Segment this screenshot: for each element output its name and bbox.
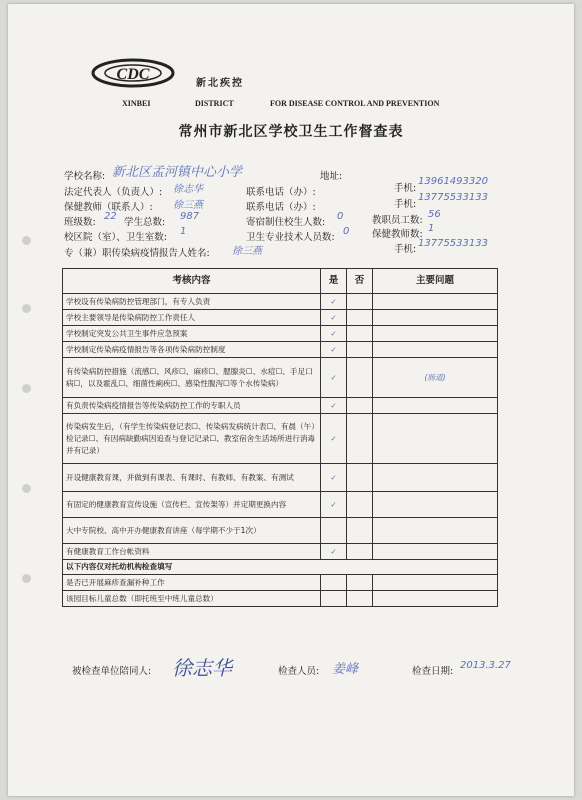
header-content: 考核内容 [63, 269, 321, 294]
row-content: 有负责传染病疫情报告等传染病防控工作的专职人员 [63, 398, 321, 414]
phone-label-1: 联系电话（办）: [246, 187, 316, 198]
kinder-table-body [63, 575, 498, 607]
header-issue: 主要问题 [373, 269, 498, 294]
kinder-row-issue[interactable] [373, 575, 498, 591]
kinder-row-yes[interactable] [321, 575, 347, 591]
row-issue[interactable] [373, 294, 498, 310]
header-yes: 是 [321, 269, 347, 294]
boarders-value[interactable]: 0 [337, 211, 344, 222]
health-teacher-count-label: 保健教师数: [372, 229, 423, 240]
org-name-en-2: DISTRICT [195, 99, 234, 108]
phone-label-2: 联系电话（办）: [246, 202, 316, 213]
row-issue[interactable] [373, 518, 498, 544]
school-name-label: 学校名称: [64, 171, 106, 182]
kinder-row [63, 591, 498, 607]
table-row [63, 544, 498, 560]
row-yes-mark[interactable]: ✓ [321, 358, 347, 398]
row-no-mark[interactable] [347, 414, 373, 464]
health-teacher-value[interactable]: 徐三燕 [173, 200, 203, 211]
row-no-mark[interactable] [347, 492, 373, 518]
staff-value[interactable]: 56 [428, 209, 441, 220]
classes-value[interactable]: 22 [104, 211, 117, 222]
org-name-cn: 新北疾控 [196, 78, 244, 89]
row-content: 学校设有传染病防控管理部门，有专人负责 [63, 294, 321, 310]
health-tech-value[interactable]: 0 [343, 226, 350, 237]
mobile-value-2[interactable]: 13775533133 [418, 192, 488, 203]
table-row [63, 492, 498, 518]
health-tech-label: 卫生专业技术人员数: [246, 232, 335, 243]
table-row [63, 294, 498, 310]
inspector-label: 检查人员: [278, 666, 320, 677]
row-issue[interactable] [373, 464, 498, 492]
reporter-value[interactable]: 徐三燕 [232, 246, 262, 257]
row-no-mark[interactable] [347, 358, 373, 398]
row-no-mark[interactable] [347, 310, 373, 326]
mobile-label-1: 手机: [394, 183, 417, 194]
date-label: 检查日期: [412, 666, 454, 677]
kinder-row-no[interactable] [347, 591, 373, 607]
row-no-mark[interactable] [347, 544, 373, 560]
row-content: 有健康教育工作台帐资料 [63, 544, 321, 560]
accompany-signature[interactable]: 徐志华 [172, 656, 232, 680]
row-content: 开设健康教育课，并做到有课表、有课时、有教师、有教案、有测试 [63, 464, 321, 492]
row-issue[interactable] [373, 310, 498, 326]
svg-text:CDC: CDC [116, 66, 150, 83]
mobile-value-1[interactable]: 13961493320 [418, 176, 488, 187]
row-no-mark[interactable] [347, 326, 373, 342]
campus-value[interactable]: 1 [180, 226, 187, 237]
table-header-row [63, 269, 498, 294]
inspection-table [62, 268, 498, 607]
row-yes-mark[interactable]: ✓ [321, 492, 347, 518]
health-teacher-count-value[interactable]: 1 [428, 223, 435, 234]
kinder-row-issue[interactable] [373, 591, 498, 607]
table-row [63, 398, 498, 414]
accompany-label: 被检查单位陪同人: [72, 666, 152, 677]
mobile-label-2: 手机: [394, 199, 417, 210]
row-yes-mark[interactable] [321, 518, 347, 544]
table-body [63, 294, 498, 560]
row-issue[interactable] [373, 398, 498, 414]
boarders-label: 寄宿制住校生人数: [246, 217, 326, 228]
campus-label: 校区院（室）、卫生室数: [64, 232, 167, 243]
page-title: 常州市新北区学校卫生工作督查表 [178, 124, 404, 140]
kinder-row [63, 575, 498, 591]
table-row [63, 518, 498, 544]
org-name-en-1: XINBEI [122, 99, 151, 108]
kinder-section-row [63, 560, 498, 575]
kinder-section-label: 以下内容仅对托幼机构检查填写 [63, 560, 498, 575]
row-issue[interactable] [373, 326, 498, 342]
table-row [63, 342, 498, 358]
legal-rep-label: 法定代表人（负责人）: [64, 187, 163, 198]
row-content: 传染病发生后，（有学生传染病登记表☐、传染病发病统计表☐、有晨（午）检记录☐、有因病缺勤病因追查与登记记录☐、教室宿舍生活场所进行消毒并有记录） [63, 414, 321, 464]
row-no-mark[interactable] [347, 398, 373, 414]
row-issue[interactable] [373, 342, 498, 358]
row-content: 有传染病防控措施（流感☐、风疹☐、麻疹☐、腮腺炎☐、水痘☐、手足口病☐，以及霍乱☐、细菌性痢疾☐、感染性腹泻☐等个水传染病） [63, 358, 321, 398]
cdc-logo-icon [88, 52, 178, 94]
table-row [63, 414, 498, 464]
table-row [63, 464, 498, 492]
row-yes-mark[interactable]: ✓ [321, 544, 347, 560]
inspector-signature[interactable]: 姜峰 [332, 662, 359, 677]
staff-label: 教职员工数: [372, 215, 423, 226]
row-yes-mark[interactable]: ✓ [321, 326, 347, 342]
legal-rep-value[interactable]: 徐志华 [173, 184, 203, 195]
row-issue[interactable] [373, 492, 498, 518]
row-no-mark[interactable] [347, 518, 373, 544]
row-content: 学校制定传染病疫情报告等各项传染病防控制度 [63, 342, 321, 358]
reporter-label: 专（兼）职传染病疫情报告人姓名: [64, 248, 210, 259]
row-no-mark[interactable] [347, 294, 373, 310]
row-issue[interactable]: (肠道) [373, 358, 498, 398]
address-label: 地址: [320, 171, 343, 182]
row-no-mark[interactable] [347, 464, 373, 492]
org-name-en-3: FOR DISEASE CONTROL AND PREVENTION [270, 99, 440, 108]
mobile-value-3[interactable]: 13775533133 [418, 238, 488, 249]
row-content: 学校制定突发公共卫生事件应急预案 [63, 326, 321, 342]
inspection-date-value[interactable]: 2013.3.27 [460, 660, 511, 671]
table-row [63, 358, 498, 398]
kinder-row-yes[interactable] [321, 591, 347, 607]
row-yes-mark[interactable]: ✓ [321, 414, 347, 464]
row-yes-mark[interactable]: ✓ [321, 342, 347, 358]
school-name-value[interactable]: 新北区孟河镇中心小学 [112, 165, 243, 180]
kinder-row-content: 是否已开展麻疹查漏补种工作 [63, 575, 321, 591]
header-no: 否 [347, 269, 373, 294]
kinder-row-content: 该园目标儿童总数（即托班至中班儿童总数） [63, 591, 321, 607]
row-yes-mark[interactable]: ✓ [321, 398, 347, 414]
row-issue[interactable] [373, 544, 498, 560]
row-yes-mark[interactable]: ✓ [321, 294, 347, 310]
classes-label: 班级数: [64, 217, 96, 228]
row-yes-mark[interactable]: ✓ [321, 310, 347, 326]
table-row [63, 326, 498, 342]
row-yes-mark[interactable]: ✓ [321, 464, 347, 492]
row-content: 大中专院校、高中开办健康教育讲座（每学期不少于1次） [63, 518, 321, 544]
row-issue[interactable] [373, 414, 498, 464]
mobile-label-3: 手机: [394, 244, 417, 255]
table-row [63, 310, 498, 326]
row-content: 学校主要领导是传染病防控工作责任人 [63, 310, 321, 326]
health-teacher-label: 保健教师（联系人）: [64, 202, 153, 213]
students-label: 学生总数: [124, 217, 166, 228]
students-value[interactable]: 987 [180, 211, 200, 222]
row-content: 有固定的健康教育宣传设施（宣传栏、宣传架等）并定期更换内容 [63, 492, 321, 518]
row-no-mark[interactable] [347, 342, 373, 358]
kinder-row-no[interactable] [347, 575, 373, 591]
